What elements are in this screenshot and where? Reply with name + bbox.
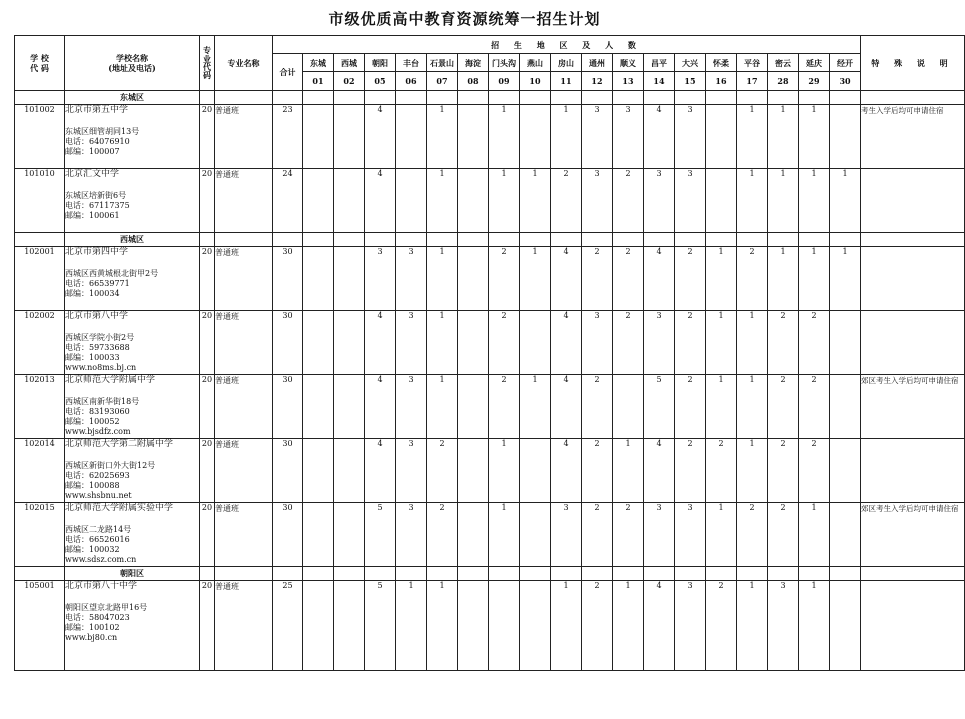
header-region-name: 怀柔 bbox=[706, 54, 737, 72]
region-count: 3 bbox=[396, 311, 427, 375]
region-count: 1 bbox=[799, 247, 830, 311]
region-count: 2 bbox=[675, 375, 706, 439]
region-count: 5 bbox=[365, 503, 396, 567]
region-count: 2 bbox=[551, 169, 582, 233]
region-count bbox=[334, 311, 365, 375]
school-address: 东城区培新街6号 电话：67117375 邮编：100061 bbox=[65, 191, 130, 220]
header-region-name: 丰台 bbox=[396, 54, 427, 72]
header-region-name: 燕山 bbox=[520, 54, 551, 72]
region-count: 4 bbox=[644, 105, 675, 169]
region-count: 1 bbox=[520, 169, 551, 233]
total-count: 23 bbox=[273, 105, 303, 169]
major-name: 普通班 bbox=[215, 439, 273, 503]
region-count: 1 bbox=[737, 375, 768, 439]
school-cell bbox=[65, 311, 200, 375]
region-count: 2 bbox=[582, 439, 613, 503]
header-region-code: 15 bbox=[675, 72, 706, 91]
header-region-name: 房山 bbox=[551, 54, 582, 72]
region-count: 1 bbox=[427, 311, 458, 375]
region-count: 3 bbox=[644, 503, 675, 567]
school-name: 北京市第五中学 bbox=[65, 105, 129, 115]
region-count: 2 bbox=[613, 311, 644, 375]
school-name: 北京师范大学附属实验中学 bbox=[65, 503, 174, 513]
region-count: 1 bbox=[520, 375, 551, 439]
school-code: 101002 bbox=[15, 105, 65, 169]
school-cell bbox=[65, 247, 200, 311]
region-count: 1 bbox=[706, 375, 737, 439]
region-count: 2 bbox=[768, 375, 799, 439]
region-count: 2 bbox=[675, 439, 706, 503]
total-count: 25 bbox=[273, 581, 303, 671]
region-count: 3 bbox=[675, 105, 706, 169]
region-count bbox=[830, 503, 861, 567]
major-name: 普通班 bbox=[215, 311, 273, 375]
header-region-code: 17 bbox=[737, 72, 768, 91]
header-region-name: 东城 bbox=[303, 54, 334, 72]
header-major-code: 专业代码 bbox=[200, 36, 215, 91]
region-count bbox=[303, 503, 334, 567]
region-count: 3 bbox=[644, 169, 675, 233]
region-count: 3 bbox=[396, 503, 427, 567]
header-region-name: 经开 bbox=[830, 54, 861, 72]
region-count: 2 bbox=[489, 375, 520, 439]
major-code: 20 bbox=[200, 503, 215, 567]
school-address: 西城区南新华街18号 电话：83193060 邮编：100052 www.bjsdfz.com bbox=[65, 397, 140, 436]
district-row bbox=[15, 233, 965, 247]
region-count: 4 bbox=[365, 375, 396, 439]
major-code: 20 bbox=[200, 247, 215, 311]
total-count: 30 bbox=[273, 375, 303, 439]
region-count: 2 bbox=[582, 581, 613, 671]
region-count: 1 bbox=[427, 105, 458, 169]
region-count bbox=[303, 311, 334, 375]
enrollment-plan-table bbox=[14, 35, 965, 671]
school-name: 北京师范大学附属中学 bbox=[65, 375, 156, 385]
special-note: 考生入学后均可申请住宿 bbox=[861, 105, 965, 169]
region-count bbox=[303, 439, 334, 503]
region-count: 3 bbox=[768, 581, 799, 671]
region-count: 1 bbox=[706, 311, 737, 375]
region-count bbox=[830, 375, 861, 439]
region-count bbox=[520, 311, 551, 375]
header-region-name: 延庆 bbox=[799, 54, 830, 72]
region-count bbox=[706, 169, 737, 233]
region-count: 3 bbox=[675, 503, 706, 567]
header-region-code: 08 bbox=[458, 72, 489, 91]
header-region-name: 通州 bbox=[582, 54, 613, 72]
region-count: 1 bbox=[799, 169, 830, 233]
region-count: 1 bbox=[613, 581, 644, 671]
region-count: 4 bbox=[644, 581, 675, 671]
region-count bbox=[520, 439, 551, 503]
region-count: 2 bbox=[737, 247, 768, 311]
header-region-code: 13 bbox=[613, 72, 644, 91]
region-count: 3 bbox=[396, 375, 427, 439]
region-count: 1 bbox=[489, 169, 520, 233]
header-region-code: 07 bbox=[427, 72, 458, 91]
major-name: 普通班 bbox=[215, 247, 273, 311]
region-count: 1 bbox=[551, 581, 582, 671]
region-count: 4 bbox=[644, 439, 675, 503]
header-school-code: 学 校 代 码 bbox=[15, 36, 65, 91]
school-name: 北京汇文中学 bbox=[65, 169, 120, 179]
school-code: 102002 bbox=[15, 311, 65, 375]
school-code: 102014 bbox=[15, 439, 65, 503]
region-count: 2 bbox=[768, 439, 799, 503]
major-code: 20 bbox=[200, 311, 215, 375]
region-count bbox=[613, 375, 644, 439]
region-count: 1 bbox=[706, 503, 737, 567]
region-count bbox=[458, 581, 489, 671]
region-count: 2 bbox=[613, 247, 644, 311]
header-school-name bbox=[65, 36, 200, 91]
major-code: 20 bbox=[200, 581, 215, 671]
region-count: 1 bbox=[768, 105, 799, 169]
region-count: 1 bbox=[830, 247, 861, 311]
region-count bbox=[396, 169, 427, 233]
region-count: 4 bbox=[551, 311, 582, 375]
header-region-name: 平谷 bbox=[737, 54, 768, 72]
region-count bbox=[303, 375, 334, 439]
school-name: 北京市第八十中学 bbox=[65, 581, 138, 591]
region-count: 2 bbox=[489, 311, 520, 375]
region-count: 3 bbox=[675, 581, 706, 671]
district-row bbox=[15, 91, 965, 105]
header-region-code: 16 bbox=[706, 72, 737, 91]
major-name: 普通班 bbox=[215, 581, 273, 671]
total-count: 24 bbox=[273, 169, 303, 233]
region-count: 4 bbox=[365, 311, 396, 375]
header-region-code: 12 bbox=[582, 72, 613, 91]
region-count bbox=[458, 247, 489, 311]
region-count: 3 bbox=[582, 169, 613, 233]
region-count: 4 bbox=[551, 247, 582, 311]
header-region-name: 西城 bbox=[334, 54, 365, 72]
region-count bbox=[458, 105, 489, 169]
region-count bbox=[520, 581, 551, 671]
region-count bbox=[334, 247, 365, 311]
header-region-name: 海淀 bbox=[458, 54, 489, 72]
school-address: 西城区二龙路14号 电话：66526016 邮编：100032 www.sdsz.com.cn bbox=[65, 525, 137, 564]
region-count: 2 bbox=[427, 439, 458, 503]
region-count: 3 bbox=[582, 105, 613, 169]
region-count: 1 bbox=[737, 439, 768, 503]
header-notes: 特 殊 说 明 bbox=[861, 36, 965, 91]
region-count: 1 bbox=[799, 581, 830, 671]
region-count bbox=[458, 375, 489, 439]
region-count: 2 bbox=[737, 503, 768, 567]
school-cell bbox=[65, 169, 200, 233]
region-count: 1 bbox=[768, 169, 799, 233]
district-name: 朝阳区 bbox=[65, 567, 200, 581]
district-name: 东城区 bbox=[65, 91, 200, 105]
major-code: 20 bbox=[200, 375, 215, 439]
school-cell bbox=[65, 375, 200, 439]
school-address: 西城区新街口外大街12号 电话：62025693 邮编：100088 www.shsbnu.net bbox=[65, 461, 156, 500]
header-region-name: 门头沟 bbox=[489, 54, 520, 72]
region-count: 2 bbox=[613, 503, 644, 567]
total-count: 30 bbox=[273, 503, 303, 567]
region-count: 1 bbox=[427, 169, 458, 233]
special-note bbox=[861, 247, 965, 311]
region-count: 2 bbox=[675, 247, 706, 311]
total-count: 30 bbox=[273, 247, 303, 311]
region-count: 1 bbox=[737, 169, 768, 233]
special-note: 郊区考生入学后均可申请住宿 bbox=[861, 375, 965, 439]
school-address: 东城区细管胡同13号 电话：64076910 邮编：100007 bbox=[65, 127, 140, 156]
region-count: 1 bbox=[489, 439, 520, 503]
region-count: 2 bbox=[582, 247, 613, 311]
school-name: 北京市第四中学 bbox=[65, 247, 129, 257]
region-count: 2 bbox=[489, 247, 520, 311]
header-region-code: 02 bbox=[334, 72, 365, 91]
region-count: 2 bbox=[799, 375, 830, 439]
major-code: 20 bbox=[200, 169, 215, 233]
special-note: 郊区考生入学后均可申请住宿 bbox=[861, 503, 965, 567]
school-cell bbox=[65, 581, 200, 671]
major-code: 20 bbox=[200, 105, 215, 169]
region-count bbox=[334, 503, 365, 567]
header-school-name-sub: (地址及电话) bbox=[108, 63, 156, 73]
school-cell bbox=[65, 105, 200, 169]
special-note bbox=[861, 169, 965, 233]
header-region-code: 30 bbox=[830, 72, 861, 91]
region-count bbox=[303, 169, 334, 233]
table-row bbox=[15, 311, 965, 375]
region-count: 3 bbox=[365, 247, 396, 311]
header-school-name-label: 学校名称 bbox=[116, 53, 148, 63]
region-count: 4 bbox=[365, 439, 396, 503]
header-region-code: 10 bbox=[520, 72, 551, 91]
school-code: 101010 bbox=[15, 169, 65, 233]
table-row bbox=[15, 169, 965, 233]
region-count: 1 bbox=[520, 247, 551, 311]
region-count: 2 bbox=[706, 439, 737, 503]
region-count: 1 bbox=[768, 247, 799, 311]
table-row bbox=[15, 439, 965, 503]
header-region-code: 01 bbox=[303, 72, 334, 91]
school-cell bbox=[65, 439, 200, 503]
region-count bbox=[458, 439, 489, 503]
region-count: 5 bbox=[644, 375, 675, 439]
major-code: 20 bbox=[200, 439, 215, 503]
special-note bbox=[861, 581, 965, 671]
region-count: 1 bbox=[427, 581, 458, 671]
region-count bbox=[303, 105, 334, 169]
school-address: 西城区西黄城根北街甲2号 电话：66539771 邮编：100034 bbox=[65, 269, 159, 298]
region-count: 2 bbox=[768, 503, 799, 567]
school-code: 105001 bbox=[15, 581, 65, 671]
total-count: 30 bbox=[273, 439, 303, 503]
table-row bbox=[15, 105, 965, 169]
region-count: 2 bbox=[582, 503, 613, 567]
region-count: 1 bbox=[489, 105, 520, 169]
region-count: 2 bbox=[768, 311, 799, 375]
school-cell bbox=[65, 503, 200, 567]
school-name: 北京师范大学第二附属中学 bbox=[65, 439, 174, 449]
header-region-name: 顺义 bbox=[613, 54, 644, 72]
region-count: 1 bbox=[830, 169, 861, 233]
header-enroll-title: 招 生 地 区 及 人 数 bbox=[273, 36, 861, 54]
header-major-name: 专业名称 bbox=[215, 36, 273, 91]
region-count: 3 bbox=[675, 169, 706, 233]
region-count bbox=[396, 105, 427, 169]
region-count bbox=[334, 169, 365, 233]
region-count bbox=[334, 375, 365, 439]
region-count: 2 bbox=[427, 503, 458, 567]
header-region-name: 大兴 bbox=[675, 54, 706, 72]
table-row bbox=[15, 375, 965, 439]
region-count: 1 bbox=[489, 503, 520, 567]
region-count: 2 bbox=[799, 439, 830, 503]
total-count: 30 bbox=[273, 311, 303, 375]
school-code: 102001 bbox=[15, 247, 65, 311]
region-count: 3 bbox=[582, 311, 613, 375]
region-count: 4 bbox=[365, 105, 396, 169]
region-count bbox=[830, 439, 861, 503]
district-row bbox=[15, 567, 965, 581]
header-region-name: 昌平 bbox=[644, 54, 675, 72]
region-count bbox=[489, 581, 520, 671]
region-count bbox=[458, 503, 489, 567]
region-count: 1 bbox=[427, 375, 458, 439]
region-count: 1 bbox=[613, 439, 644, 503]
region-count bbox=[334, 439, 365, 503]
school-name: 北京市第八中学 bbox=[65, 311, 129, 321]
region-count bbox=[706, 105, 737, 169]
school-code: 102013 bbox=[15, 375, 65, 439]
header-region-name: 密云 bbox=[768, 54, 799, 72]
region-count bbox=[334, 581, 365, 671]
header-region-code: 11 bbox=[551, 72, 582, 91]
region-count: 4 bbox=[551, 375, 582, 439]
region-count: 1 bbox=[551, 105, 582, 169]
school-code: 102015 bbox=[15, 503, 65, 567]
special-note bbox=[861, 311, 965, 375]
region-count: 3 bbox=[551, 503, 582, 567]
region-count: 1 bbox=[396, 581, 427, 671]
region-count: 5 bbox=[365, 581, 396, 671]
header-region-name: 朝阳 bbox=[365, 54, 396, 72]
region-count bbox=[520, 105, 551, 169]
region-count bbox=[830, 581, 861, 671]
major-name: 普通班 bbox=[215, 375, 273, 439]
major-name: 普通班 bbox=[215, 105, 273, 169]
header-region-code: 05 bbox=[365, 72, 396, 91]
region-count: 2 bbox=[706, 581, 737, 671]
region-count: 3 bbox=[396, 247, 427, 311]
header-total: 合计 bbox=[273, 54, 303, 91]
region-count: 2 bbox=[582, 375, 613, 439]
region-count: 2 bbox=[613, 169, 644, 233]
region-count: 1 bbox=[706, 247, 737, 311]
region-count bbox=[458, 311, 489, 375]
region-count bbox=[830, 105, 861, 169]
region-count bbox=[458, 169, 489, 233]
region-count bbox=[303, 247, 334, 311]
school-address: 朝阳区望京北路甲16号 电话：58047023 邮编：100102 www.bj80.cn bbox=[65, 603, 148, 642]
region-count: 2 bbox=[799, 311, 830, 375]
header-region-code: 06 bbox=[396, 72, 427, 91]
header-region-name: 石景山 bbox=[427, 54, 458, 72]
header-region-code: 28 bbox=[768, 72, 799, 91]
special-note bbox=[861, 439, 965, 503]
region-count: 2 bbox=[675, 311, 706, 375]
region-count: 3 bbox=[396, 439, 427, 503]
region-count bbox=[520, 503, 551, 567]
region-count: 1 bbox=[737, 311, 768, 375]
region-count: 1 bbox=[799, 105, 830, 169]
school-address: 西城区学院小街2号 电话：59733688 邮编：100033 www.no8ms.bj.cn bbox=[65, 333, 137, 372]
table-row bbox=[15, 247, 965, 311]
region-count: 1 bbox=[799, 503, 830, 567]
document-title: 市级优质高中教育资源统筹一招生计划 bbox=[328, 10, 601, 28]
region-count: 3 bbox=[613, 105, 644, 169]
major-name: 普通班 bbox=[215, 169, 273, 233]
region-count: 1 bbox=[427, 247, 458, 311]
table-row bbox=[15, 581, 965, 671]
region-count: 1 bbox=[737, 581, 768, 671]
header-region-code: 14 bbox=[644, 72, 675, 91]
region-count: 4 bbox=[644, 247, 675, 311]
region-count bbox=[334, 105, 365, 169]
region-count bbox=[303, 581, 334, 671]
major-name: 普通班 bbox=[215, 503, 273, 567]
header-region-code: 09 bbox=[489, 72, 520, 91]
region-count: 3 bbox=[644, 311, 675, 375]
table-row bbox=[15, 503, 965, 567]
region-count: 4 bbox=[365, 169, 396, 233]
district-name: 西城区 bbox=[65, 233, 200, 247]
region-count bbox=[830, 311, 861, 375]
region-count: 4 bbox=[551, 439, 582, 503]
header-region-code: 29 bbox=[799, 72, 830, 91]
region-count: 1 bbox=[737, 105, 768, 169]
